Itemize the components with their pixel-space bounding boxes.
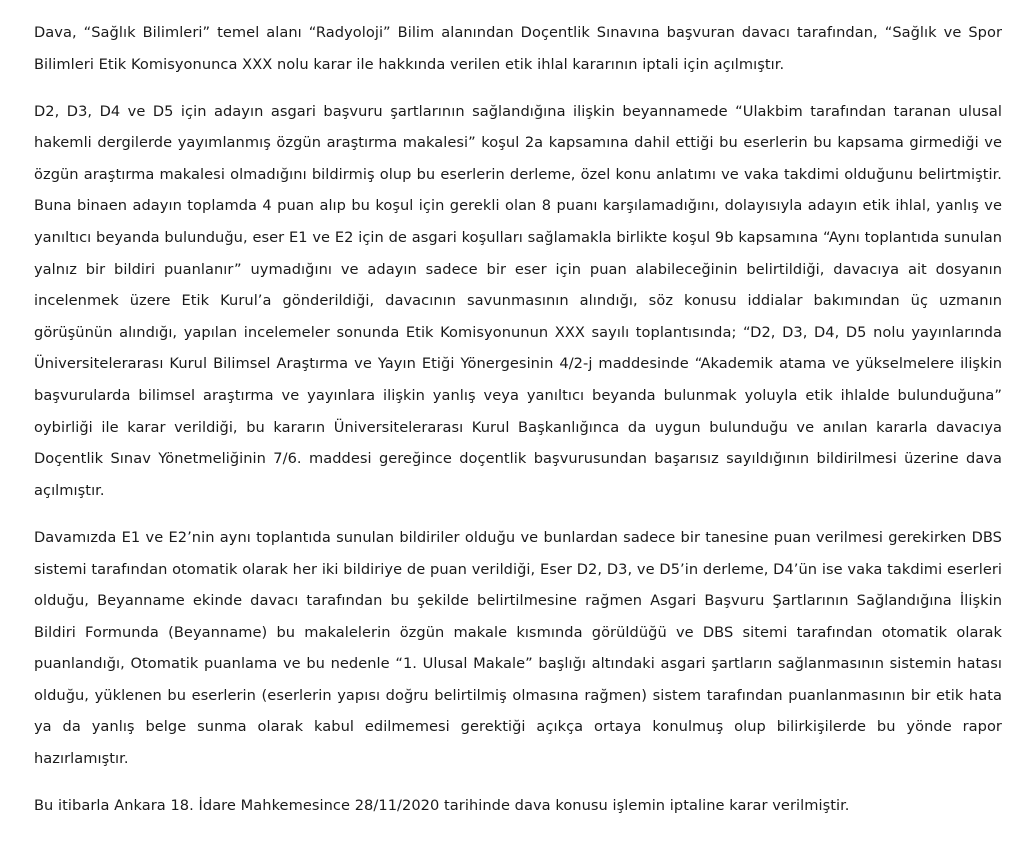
paragraph-defense-arguments: Davamızda E1 ve E2’nin aynı toplantıda sunulan bildiriler olduğu ve bunlardan sadece bir tanesine puan verilmesi gerekirken DBS sistemi tarafından otomatik olarak her iki bildiriye de puan verildiği, Eser D2, D3, ve D5’in derleme, D4’ün ise vaka takdimi eserleri olduğu, Beyanname ekinde davacı tarafından bu şekilde belirtilmesine rağmen Asgari Başvuru Şartlarının Sağlandığına İlişkin Bildiri Formunda (Beyanname) bu makalelerin özgün makale kısmında görüldüğü ve DBS sitemi tarafından otomatik olarak puanlandığı, Otomatik puanlama ve bu nedenle “1. Ulusal Makale” başlığı altındaki asgari şartların sağlanmasının sistemin hatası olduğu, yüklenen bu eserlerin (eserlerin yapısı doğru belirtilmiş olmasına rağmen) sistem tarafından puanlanmasının bir etik hata ya da yanlış belge sunma olarak kabul edilmemesi gerektiği açıkça ortaya konulmuş olup bilirkişilerde bu yönde rapor hazırlamıştır. <box>34 528 1002 768</box>
paragraph-ethics-findings: D2, D3, D4 ve D5 için adayın asgari başvuru şartlarının sağlandığına ilişkin beyannamede “Ulakbim tarafından taranan ulusal hakemli dergilerde yayımlanmış özgün araştırma makalesi” koşul 2a kapsamına dahil ettiği bu eserlerin bu kapsama girmediği ve özgün araştırma makalesi olmadığını bildirmiş olup bu eserlerin derleme, özel konu anlatımı ve vaka takdimi olduğunu belirtmiştir. Buna binaen adayın toplamda 4 puan alıp bu koşul için gerekli olan 8 puanı karşılamadığını, dolayısıyla adayın etik ihlal, yanlış ve yanıltıcı beyanda bulunduğu, eser E1 ve E2 için de asgari koşulları sağlamakla birlikte koşul 9b kapsamına “Aynı toplantıda sunulan yalnız bir bildiri puanlanır” uymadığını ve adayın sadece bir eser için puan alabileceğinin belirtildiği, davacıya ait dosyanın incelenmek üzere Etik Kurul’a gönderildiği, davacının savunmasının alındığı, söz konusu iddialar bakımından üç uzmanın görüşünün alındığı, yapılan incelemeler sonunda Etik Komisyonunun XXX sayılı toplantısında; “D2, D3, D4, D5 nolu yayınlarında Üniversitelerarası Kurul Bilimsel Araştırma ve Yayın Etiği Yönergesinin 4/2-j maddesinde “Akademik atama ve yükselmelere ilişkin başvurularda bilimsel araştırma ve yayınlara ilişkin yanlış veya yanıltıcı beyanda bulunmak yoluyla etik ihlalde bulunduğuna” oybirliği ile karar verildiği, bu kararın Üniversitelerarası Kurul Başkanlığınca da uygun bulunduğu ve anılan kararla davacıya Doçentlik Sınav Yönetmeliğinin 7/6. maddesi gereğince doçentlik başvurusundan başarısız sayıldığının bildirilmesi üzerine dava açılmıştır. <box>34 102 1002 499</box>
paragraph-court-decision: Bu itibarla Ankara 18. İdare Mahkemesince 28/11/2020 tarihinde dava konusu işlemin iptaline karar verilmiştir. <box>34 797 850 815</box>
paragraph-case-summary: Dava, “Sağlık Bilimleri” temel alanı “Radyoloji” Bilim alanından Doçentlik Sınavına başvuran davacı tarafından, “Sağlık ve Spor Bilimleri Etik Komisyonunca XXX nolu karar ile hakkında verilen etik ihlal kararının iptali için açılmıştır. <box>34 24 1002 73</box>
